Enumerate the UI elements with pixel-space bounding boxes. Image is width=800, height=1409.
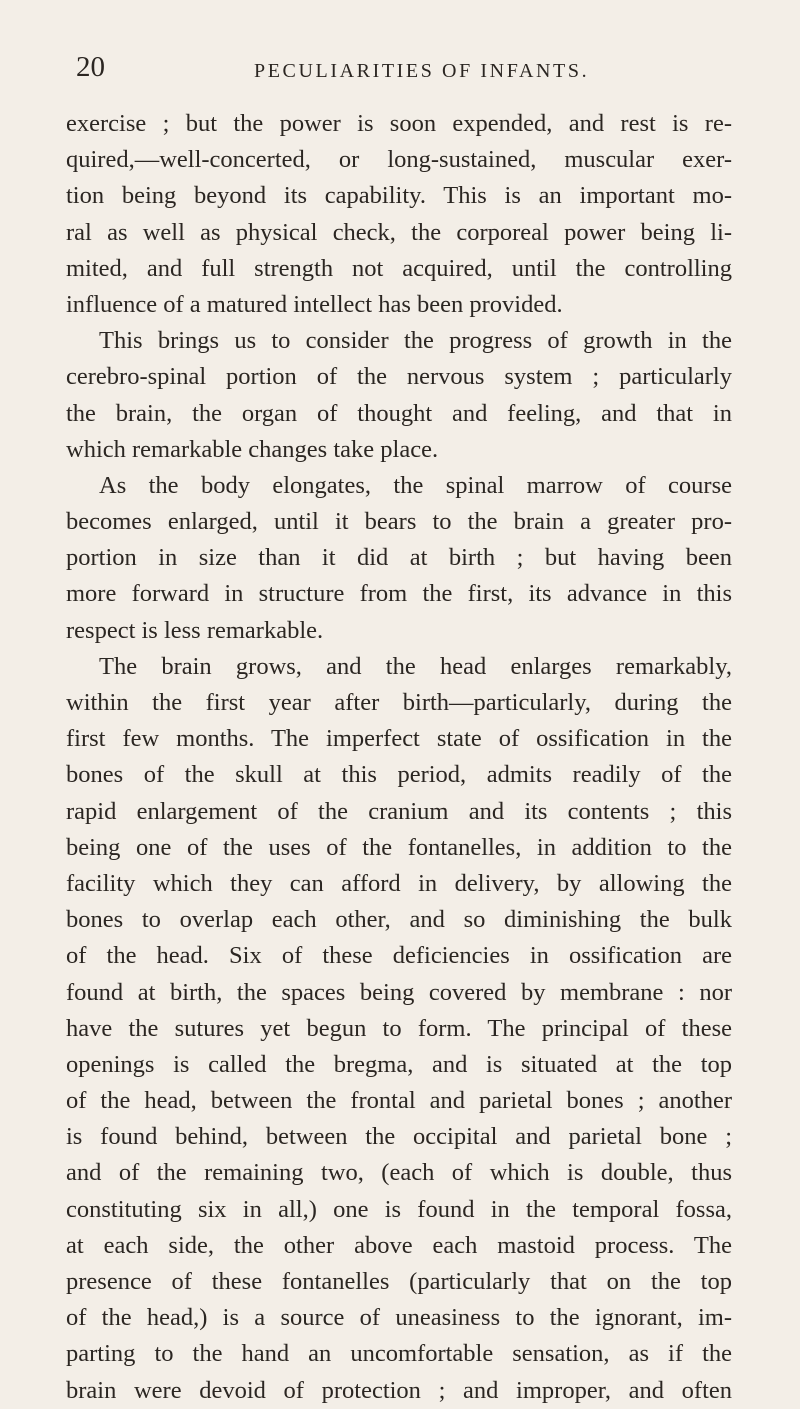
body-text [66, 106, 732, 1409]
text-line: is found behind, between the occipital and parietal bone ; [66, 1123, 732, 1151]
text-line: ral as well as physical check, the corporeal power being li- [66, 218, 732, 246]
text-line: bones of the skull at this period, admits readily of the [66, 761, 732, 789]
running-head [0, 50, 800, 90]
text-line: of the head, between the frontal and parietal bones ; another [66, 1087, 732, 1115]
text-line: mited, and full strength not acquired, until the controlling [66, 254, 732, 282]
text-line: tion being beyond its capability. This is an important mo- [66, 182, 732, 210]
text-line: cerebro-spinal portion of the nervous system ; particularly [66, 363, 732, 391]
text-line: parting to the hand an uncomfortable sensation, as if the [66, 1340, 732, 1368]
text-line: facility which they can afford in delivery, by allowing the [66, 869, 732, 897]
text-line: within the first year after birth—particularly, during the [66, 689, 732, 716]
text-line: becomes enlarged, until it bears to the brain a greater pro- [66, 508, 732, 536]
text-line: respect is less remarkable. [66, 616, 324, 644]
text-line: brain were devoid of protection ; and improper, and often [66, 1376, 732, 1404]
text-line: As the body elongates, the spinal marrow of course [99, 471, 732, 499]
text-line: of the head. Six of these deficiencies in ossification are [66, 942, 732, 970]
text-line: of the head,) is a source of uneasiness to the ignorant, im- [66, 1304, 732, 1332]
text-line: The brain grows, and the head enlarges remarkably, [99, 652, 732, 680]
text-line: influence of a matured intellect has been provided. [66, 290, 563, 318]
text-line: being one of the uses of the fontanelles, in addition to the [66, 833, 732, 861]
text-line: found at birth, the spaces being covered by membrane : nor [66, 978, 732, 1006]
text-line: and of the remaining two, (each of which is double, thus [66, 1159, 732, 1187]
text-line: have the sutures yet begun to form. The principal of these [66, 1014, 732, 1042]
running-title: PECULIARITIES OF INFANTS. [254, 60, 590, 82]
text-line: This brings us to consider the progress of growth in the [99, 327, 732, 355]
text-line: openings is called the bregma, and is situated at the top [66, 1050, 732, 1078]
text-line: rapid enlargement of the cranium and its contents ; this [66, 797, 732, 825]
page-number: 20 [76, 51, 105, 83]
text-line: quired,—well-concerted, or long-sustained, muscular exer- [66, 146, 732, 174]
text-line: constituting six in all,) one is found in the temporal fossa, [66, 1195, 732, 1223]
text-line: exercise ; but the power is soon expended, and rest is re- [66, 110, 732, 137]
text-line: which remarkable changes take place. [66, 435, 439, 463]
text-line: more forward in structure from the first, its advance in this [66, 580, 732, 608]
text-line: first few months. The imperfect state of ossification in the [66, 725, 732, 753]
text-line: at each side, the other above each mastoid process. The [66, 1231, 732, 1259]
text-line: portion in size than it did at birth ; but having been [66, 544, 732, 572]
text-line: bones to overlap each other, and so diminishing the bulk [66, 906, 732, 934]
text-line: presence of these fontanelles (particularly that on the top [66, 1268, 732, 1295]
text-line: the brain, the organ of thought and feeling, and that in [66, 399, 732, 427]
